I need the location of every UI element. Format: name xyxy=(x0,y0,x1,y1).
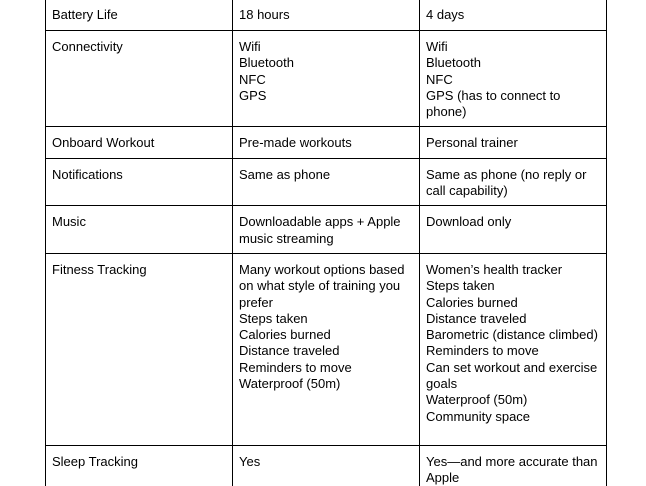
value-cell-a xyxy=(233,31,420,127)
feature-cell xyxy=(46,206,233,254)
cell-text-line: 18 hours xyxy=(239,7,290,22)
cell-text-line: Steps taken xyxy=(426,278,495,294)
cell-text-line: Can set workout and exercise goals xyxy=(426,359,598,392)
table-row-connectivity xyxy=(46,31,607,127)
cell-text-line: Bluetooth xyxy=(426,55,481,71)
value-cell-b xyxy=(420,445,607,486)
cell-text-line: Distance traveled xyxy=(239,343,340,359)
cell-text-line: Many workout options based on what style of training you prefer xyxy=(239,261,405,310)
feature-cell xyxy=(46,253,233,445)
value-cell-a xyxy=(233,253,420,445)
cell-text-line: Steps taken xyxy=(239,310,308,326)
value-cell-a xyxy=(233,445,420,486)
cell-text-line: GPS (has to connect to phone) xyxy=(426,87,561,120)
cell-text-line: Same as phone xyxy=(239,166,331,182)
value-cell-a xyxy=(233,158,420,206)
feature-cell xyxy=(46,158,233,206)
cell-text-line: Downloadable apps + Apple music streaming xyxy=(239,214,401,246)
feature-label: Fitness Tracking xyxy=(52,261,147,277)
cell-text-line: Waterproof (50m) xyxy=(239,376,341,392)
feature-label: Onboard Workout xyxy=(52,135,155,151)
feature-label: Notifications xyxy=(52,166,123,182)
table-row-onboard-workout xyxy=(46,127,607,158)
value-cell-b xyxy=(420,0,607,31)
cell-text-line: GPS xyxy=(239,87,267,103)
comparison-table xyxy=(45,0,607,486)
cell-text-line: Download only xyxy=(426,214,512,230)
value-cell-a xyxy=(233,206,420,254)
cell-text-line: Calories burned xyxy=(239,327,331,343)
cell-text-line: NFC xyxy=(239,71,266,87)
feature-cell xyxy=(46,31,233,127)
cell-text-line: Community space xyxy=(426,408,531,424)
feature-cell xyxy=(46,127,233,158)
cell-text-line: Calories burned xyxy=(426,294,518,310)
table-body xyxy=(46,0,607,486)
table-row-notifications xyxy=(46,158,607,206)
cell-text-line: Barometric (distance climbed) xyxy=(426,327,598,343)
cell-text-line: Same as phone (no reply or call capability) xyxy=(426,166,587,199)
cell-text-line: Distance traveled xyxy=(426,310,527,326)
value-cell-b xyxy=(420,31,607,127)
feature-label: Battery Life xyxy=(52,7,118,22)
feature-cell xyxy=(46,0,233,31)
feature-label: Connectivity xyxy=(52,39,123,54)
table-row-battery-life xyxy=(46,0,607,31)
cell-text-line: Personal trainer xyxy=(426,135,518,151)
value-cell-b xyxy=(420,127,607,158)
cell-text-line: Women’s health tracker xyxy=(426,261,563,277)
cell-text-line: Bluetooth xyxy=(239,55,294,71)
cell-text-line: Yes xyxy=(239,453,261,469)
cell-text-line: Pre-made workouts xyxy=(239,135,352,151)
cell-text-line: NFC xyxy=(426,71,453,87)
feature-label: Music xyxy=(52,214,86,230)
feature-cell xyxy=(46,445,233,486)
table-row-sleep-tracking xyxy=(46,445,607,486)
feature-label: Sleep Tracking xyxy=(52,453,138,469)
cell-text-line: Reminders to move xyxy=(239,359,352,375)
cell-text-line: Wifi xyxy=(239,39,261,54)
cell-text-line: Waterproof (50m) xyxy=(426,392,528,408)
value-cell-a xyxy=(233,127,420,158)
cell-text-line: Reminders to move xyxy=(426,343,539,359)
table-row-music xyxy=(46,206,607,254)
value-cell-b xyxy=(420,158,607,206)
value-cell-b xyxy=(420,253,607,445)
table-row-fitness-tracking xyxy=(46,253,607,445)
cell-text-line: Yes—and more accurate than Apple xyxy=(426,453,598,486)
value-cell-b xyxy=(420,206,607,254)
cell-text-line: Wifi xyxy=(426,39,448,54)
cell-text-line: 4 days xyxy=(426,7,465,22)
value-cell-a xyxy=(233,0,420,31)
